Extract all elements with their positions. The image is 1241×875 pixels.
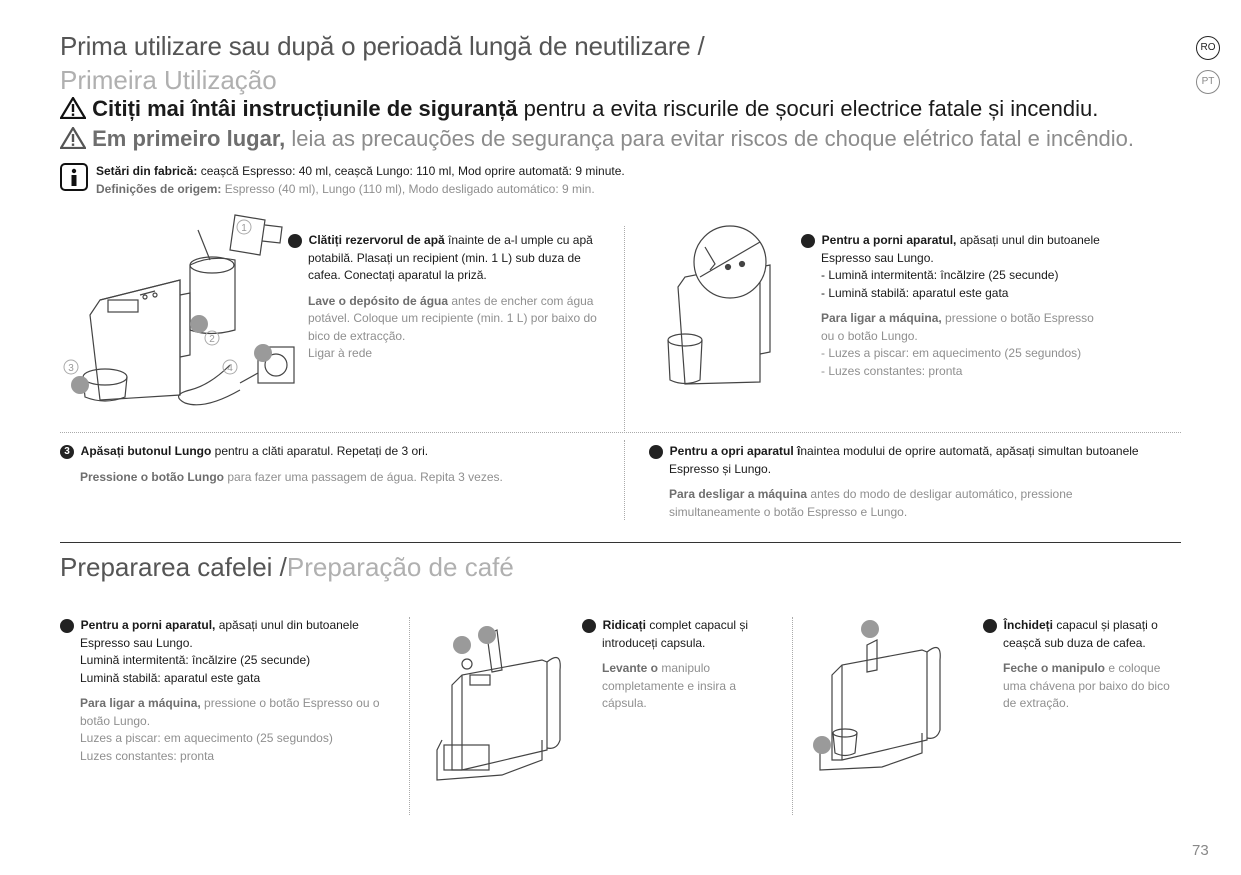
step-label: 2 [209,334,215,345]
warning-triangle-icon [60,97,86,119]
step-pt-bold: Feche o manipulo [1003,661,1106,675]
divider-vertical [624,440,625,520]
step-pt-bold: Lave o depósito de água [308,293,449,308]
step-pt-text: pressione o botão Espresso ou o botão Lungo. [821,311,1094,343]
factory-ro-bold: Setări din fabrică: [96,164,198,178]
step-number: 3 [60,445,74,459]
page-title-pt: Primeira Utilização [60,65,277,95]
step-number: 4 [649,445,663,459]
step-ro-line: - Lumină stabilă: aparatul este gata [821,285,1009,300]
step-ro-bold: Pentru a opri aparatul î [669,444,801,458]
step-pt-line: - Luzes a piscar: em aquecimento (25 segundos) [821,346,1082,360]
step-pt-bold: Pressione o botão Lungo [80,469,225,484]
step-ro-text: apăsați unul din butoanele Espresso sau Lungo. [80,618,359,650]
arrow-icon [190,315,208,333]
step-ro-text: înainte de a-l umple cu apă potabilă. Plasați un recipient (min. 1 L) sub duza de cafea. Conectați aparatul la priză. [308,233,593,282]
illustration-insert-capsule [432,620,572,790]
section-title-ro: Prepararea cafelei / [60,552,287,582]
arrow-icon [861,620,879,638]
step-ro-bold: Apăsați butonul Lungo [80,444,212,458]
step-pt-bold: Para ligar a máquina, [80,696,201,710]
arrow-icon [453,636,471,654]
first-use-step-3 [60,443,600,486]
warning-pt-bold: Em primeiro lugar, [92,126,286,151]
step-pt-text: para fazer uma passagem de água. Repita 3 vezes. [224,469,503,484]
step-ro-text: naintea modului de oprire automată, apăsați simultan butoanele Espresso și Lungo. [669,444,1139,476]
info-icon [60,163,88,191]
step-ro-bold: Închideți [1003,618,1054,632]
first-use-step-1 [282,232,613,363]
arrow-icon [813,736,831,754]
step-number: 1 [288,234,302,248]
step-number: 2 [582,619,596,633]
factory-settings [96,163,625,198]
factory-ro-text: ceașcă Espresso: 40 ml, ceașcă Lungo: 110 ml, Mod oprire automată: 9 minute. [197,164,625,178]
arrow-icon [71,376,89,394]
step-label: 1 [241,223,247,234]
lang-badge-ro: RO [1196,36,1220,60]
step-pt-line: Luzes constantes: pronta [80,748,215,763]
factory-pt-bold: Definições de origem: [96,181,222,196]
first-use-step-2 [795,232,1101,380]
step-ro-text: complet capacul și introduceți capsula. [602,618,749,650]
section-rule [60,542,1181,543]
step-number: 3 [983,619,997,633]
page-title-ro: Prima utilizare sau după o perioadă lungă de neutilizare / [60,31,705,61]
lang-badge-pt: PT [1196,70,1220,94]
warning-ro-text: pentru a evita riscurile de șocuri electrice fatale și incendiu. [517,96,1099,121]
coffee-step-1 [54,617,390,765]
divider-vertical [624,226,625,431]
step-ro-bold: Pentru a porni aparatul, [80,618,216,632]
step-ro-line: Lumină stabilă: aparatul este gata [80,670,261,685]
step-pt-bold: Para desligar a máquina [669,487,808,501]
step-pt-text: e coloque uma chávena por baixo do bico de extração. [1003,661,1170,710]
coffee-step-3 [977,617,1183,713]
step-ro-bold: Ridicați [602,618,647,632]
section-title [60,551,514,583]
step-pt-text: antes de encher com água potável. Coloque um recipiente (min. 1 L) por baixo do bico de extracção. [308,293,597,343]
page-number: 73 [1192,842,1209,859]
step-pt-extra: Ligar à rede [308,346,373,360]
divider-vertical [409,617,410,815]
divider-vertical [792,617,793,815]
step-pt-line: Luzes a piscar: em aquecimento (25 segundos) [80,731,333,745]
arrow-icon [478,626,496,644]
warning-ro [60,94,1098,124]
step-label: 3 [68,363,74,374]
step-pt-bold: Levante o [602,661,659,675]
step-pt-text: manipulo completamente e insira a cápsula. [602,661,737,710]
step-ro-bold: Clătiți rezervorul de apă [308,233,445,247]
warning-pt-text: leia as precauções de segurança para evitar riscos de choque elétrico fatal e incêndio. [285,126,1135,151]
step-pt-line: - Luzes constantes: pronta [821,363,963,378]
step-ro-line: - Lumină intermitentă: încălzire (25 secunde) [821,268,1059,282]
first-use-step-4 [643,443,1139,521]
coffee-step-2 [576,617,782,713]
illustration-power-on [660,222,805,387]
step-label: 4 [227,363,233,374]
divider-horizontal [60,432,1181,433]
step-pt-bold: Para ligar a máquina, [821,311,942,325]
illustration-rinse-tank [60,205,305,410]
warning-ro-bold: Citiți mai întâi instrucțiunile de siguranță [92,96,518,121]
step-ro-line: Lumină intermitentă: încălzire (25 secunde) [80,653,311,667]
step-number: 2 [801,234,815,248]
step-number: 1 [60,619,74,633]
step-pt-text: antes do modo de desligar automático, pressione simultaneamente o botão Espresso e Lungo. [669,487,1073,519]
factory-pt-text: Espresso (40 ml), Lungo (110 ml), Modo desligado automático: 9 min. [221,181,595,196]
step-ro-bold: Pentru a porni aparatul, [821,233,957,247]
section-title-pt: Preparação de café [286,552,514,582]
warning-pt [60,124,1134,154]
warning-triangle-icon [60,127,86,149]
step-pt-text: pressione o botão Espresso ou o botão Lungo. [80,696,380,728]
step-ro-text: apăsați unul din butoanele Espresso sau Lungo. [821,233,1100,265]
arrow-icon [254,344,272,362]
illustration-close-lever [812,615,952,780]
step-ro-text: capacul și plasați o ceașcă sub duza de cafea. [1003,618,1158,650]
step-ro-text: pentru a clăti aparatul. Repetați de 3 ori. [211,444,429,458]
